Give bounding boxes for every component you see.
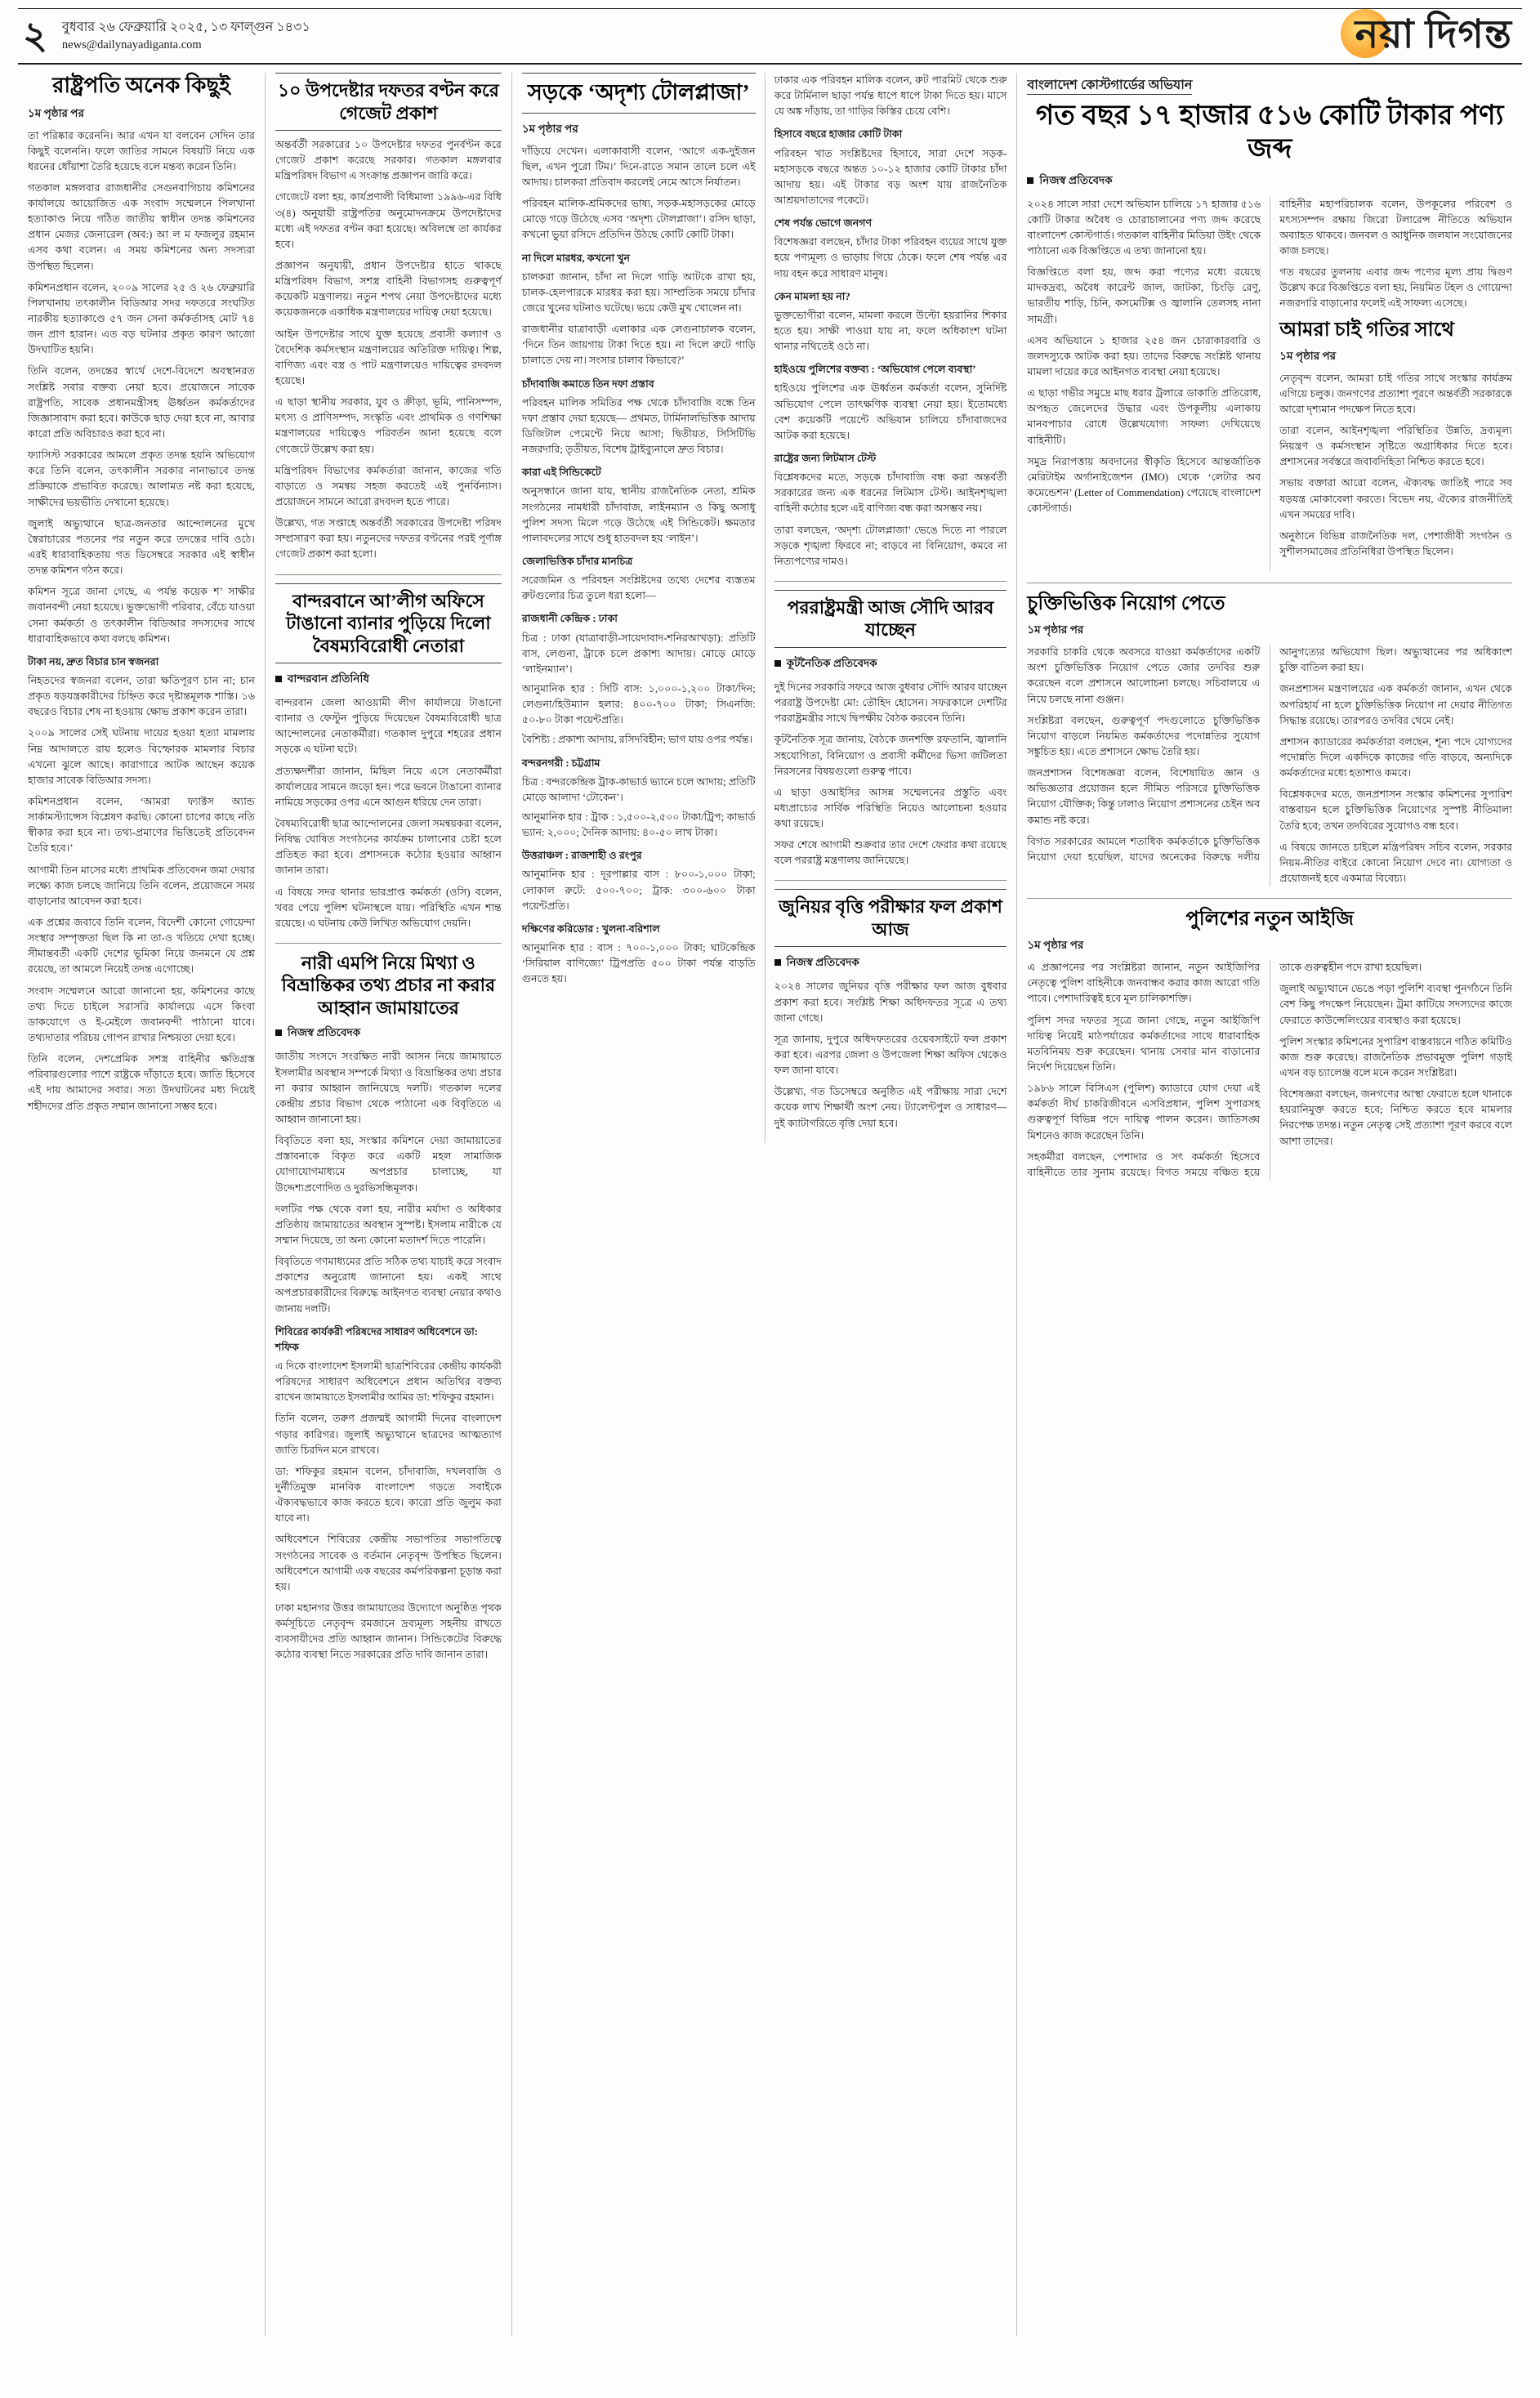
page-number: ২ (23, 15, 47, 56)
body-paragraph: অন্তর্বর্তী সরকারের ১০ উপদেষ্টার দফতর পুনর্বণ্টন করে গেজেট প্রকাশ করেছে সরকার। গতকাল মঙ্গলবার মন্ত্রিপরিষদ বিভাগ এ সংক্রান্ত প্রজ্ঞাপন জারি করে। (275, 139, 502, 182)
body-paragraph: সহকর্মীরা বলছেন, পেশাদার ও সৎ কর্মকর্তা হিসেবে বাহিনীতে তার সুনাম রয়েছে। বিগত সময়ে বঞ্চিত হয়ে তাকে গুরুত্বহীন পদে রাখা হয়েছিল। (1027, 962, 1422, 1178)
dateline-block (62, 18, 310, 54)
body-paragraph: বিবৃতিতে গণমাধ্যমের প্রতি সঠিক তথ্য যাচাই করে সংবাদ প্রকাশের অনুরোধ জানানো হয়। একই সাথে অপপ্রচারকারীদের বিরুদ্ধে আইনগত ব্যবস্থা নেয়ার কথাও জানায় দলটি। (275, 1256, 502, 1315)
body-paragraph: দলটির পক্ষ থেকে বলা হয়, নারীর মর্যাদা ও অধিকার প্রতিষ্ঠায় জামায়াতের অবস্থান সুস্পষ্ট। ইসলাম নারীকে যে সম্মান দিয়েছে, তা অন্য কোনো মতাদর্শ দিতে পারেনি। (275, 1203, 502, 1247)
body-paragraph: জনপ্রশাসন বিশেষজ্ঞরা বলেন, বিশেষায়িত জ্ঞান ও অভিজ্ঞতার প্রয়োজন হলে সীমিত পরিসরে চুক্তিভিত্তিক নিয়োগ যৌক্তিক; কিন্তু ঢালাও নিয়োগ প্রশাসনের চেইন অব কমান্ড নষ্ট করে। (1027, 767, 1261, 826)
body-paragraph: ২০২৪ সালের জুনিয়র বৃত্তি পরীক্ষার ফল আজ বুধবার প্রকাশ করা হবে। সংশ্লিষ্ট শিক্ষা অধিদফতর সূত্রে এ তথ্য জানা গেছে। (774, 980, 1007, 1024)
body-paragraph: অনুসন্ধানে জানা যায়, স্থানীয় রাজনৈতিক নেতা, শ্রমিক সংগঠনের নামধারী চাঁদাবাজ, লাইনম্যান ও কিছু অসাধু পুলিশ সদস্য মিলে গড়ে উঠেছে এই সিন্ডিকেট। ক্ষমতার পালাবদলের সাথে শুধু হাতবদল হয় ‘লাইন’। (521, 485, 756, 544)
article-nari-mp (275, 943, 502, 1663)
byline: কূটনৈতিক প্রতিবেদক (774, 654, 1007, 673)
logo-text: নয়া দিগন্ত (1355, 13, 1512, 56)
body-paragraph: প্রত্যক্ষদর্শীরা জানান, মিছিল নিয়ে এসে নেতাকর্মীরা কার্যালয়ের সামনে জড়ো হন। পরে ভবনে টাঙানো ব্যানার নামিয়ে সড়কের ওপর এনে আগুন ধরিয়ে দেন তারা। (275, 765, 502, 808)
columns-5-6 (1016, 73, 1522, 2336)
body-paragraph: এ প্রজ্ঞাপনের পর সংশ্লিষ্টরা জানান, নতুন আইজিপির নেতৃত্বে পুলিশ বাহিনীকে জনবান্ধব করার কাজ আরো গতি পাবে। পেশাদারিত্বই হবে মূল চালিকাশক্তি। (1027, 962, 1261, 1005)
body-paragraph: এক প্রশ্নের জবাবে তিনি বলেন, বিদেশী কোনো গোয়েন্দা সংস্থার সম্পৃক্ততা ছিল কি না তা-ও খতিয়ে দেখা হচ্ছে। সীমান্তবর্তী একটি দেশের ভূমিকা নিয়ে জনমনে যে প্রশ্ন রয়েছে, তা আমলে নিয়েই তদন্ত এগোচ্ছে। (28, 916, 255, 976)
body-paragraph: দক্ষিণের করিডোর : খুলনা-বরিশাল (521, 922, 660, 935)
article-headline: সড়কে ‘অদৃশ্য টোলপ্লাজা’ (522, 73, 756, 114)
body-paragraph: উল্লেখ্য, গত ডিসেম্বরে অনুষ্ঠিত এই পরীক্ষায় সারা দেশে কয়েক লাখ শিক্ষার্থী অংশ নেয়। ট্যালেন্টপুল ও সাধারণ— দুই ক্যাটাগরিতে বৃত্তি দেয়া হবে। (774, 1086, 1007, 1129)
continued-from-label: ১ম পৃষ্ঠার পর (1027, 939, 1084, 952)
article-headline: চুক্তিভিত্তিক নিয়োগ পেতে (1027, 593, 1225, 615)
byline: নিজস্ব প্রতিবেদক (275, 1024, 502, 1043)
newspaper-logo (1344, 13, 1517, 56)
body-paragraph: আইন উপদেষ্টার সাথে যুক্ত হয়েছে প্রবাসী কল্যাণ ও বৈদেশিক কর্মসংস্থান মন্ত্রণালয়ের অতিরিক্ত দায়িত্ব। শিল্প, বাণিজ্য এবং বস্ত্র ও পাট মন্ত্রণালয়েও দায়িত্বের রদবদল হয়েছে। (275, 328, 502, 386)
body-paragraph: এ ছাড়া স্থানীয় সরকার, যুব ও ক্রীড়া, ভূমি, পানিসম্পদ, মৎস্য ও প্রাণিসম্পদ, সংস্কৃতি এবং প্রাথমিক ও গণশিক্ষা মন্ত্রণালয়ের দায়িত্বেও পরিবর্তন আনা হয়েছে বলে গেজেটে উল্লেখ করা হয়। (275, 396, 502, 455)
article-coastguard (1027, 74, 1512, 571)
body-paragraph: জুলাই অভ্যুত্থানে ছাত্র-জনতার আন্দোলনের মুখে স্বৈরাচারের পতনের পর নতুন করে তদন্তের দাবি ওঠে। এরই ধারাবাহিকতায় গত ডিসেম্বরে সরকার এই স্বাধীন তদন্ত কমিশন গঠন করে। (28, 517, 255, 577)
body-paragraph: এসব অভিযানে ১ হাজার ২৫৪ জন চোরাকারবারি ও জলদস্যুকে আটক করা হয়। তাদের বিরুদ্ধে সংশ্লিষ্ট থানায় মামলা দায়ের করে আইনগত ব্যবস্থা নেয়া হয়েছে। (1027, 334, 1261, 377)
byline: নিজস্ব প্রতিবেদক (774, 953, 1007, 972)
article-body (774, 979, 1007, 1131)
continued-from-label: ১ম পৃষ্ঠার পর (1279, 349, 1337, 362)
body-paragraph: ভুক্তভোগীরা বলেন, মামলা করলে উল্টো হয়রানির শিকার হতে হয়। সাক্ষী পাওয়া যায় না, ফলে অধিকাংশ ঘটনা থানার নথিতেই ওঠে না। (774, 309, 1007, 353)
body-paragraph: বিশ্লেষকদের মতে, সড়কে চাঁদাবাজি বন্ধ করা অন্তর্বর্তী সরকারের জন্য এক ধরনের লিটমাস টেস্ট। আইনশৃঙ্খলা বাহিনী কঠোর হলে এই বাণিজ্য বন্ধ করা অসম্ভব নয়। (774, 471, 1007, 515)
body-paragraph: এ ছাড়া গভীর সমুদ্রে মাছ ধরার ট্রলারে ডাকাতি প্রতিরোধ, অপহৃত জেলেদের উদ্ধার এবং উপকূলীয় এলাকায় মানবপাচার রোধে উল্লেখযোগ্য সাফল্য দেখিয়েছে বাহিনীটি। (1027, 387, 1261, 446)
body-paragraph: চাঁদাবাজি কমাতে তিন দফা প্রস্তাব (521, 377, 654, 390)
column-6 (1270, 197, 1512, 572)
kicker-text: বাংলাদেশ কোস্টগার্ডের অভিযান (1027, 78, 1192, 95)
article-police-ig (1027, 898, 1512, 1181)
date-line: বুধবার ২৬ ফেব্রুয়ারি ২০২৫, ১৩ ফাল্গুন ১৪৩১ (61, 20, 310, 34)
body-paragraph: দাঁড়িয়ে দেখেন। এলাকাবাসী বলেন, ‘আগে এক-দুইজন ছিল, এখন পুরো টিম।’ দিনে-রাতে সমান তালে চলে এই আদায়। চালকরা প্রতিবাদ করলেই নেমে আসে নির্যাতন। (521, 145, 756, 189)
body-paragraph: জাতীয় সংসদে সংরক্ষিত নারী আসন নিয়ে জামায়াতে ইসলামীর অবস্থান সম্পর্কে মিথ্যা ও বিভ্রান্তিকর তথ্য প্রচার না করার আহ্বান জানিয়েছে দলটি। গতকাল দলের কেন্দ্রীয় প্রচার বিভাগ থেকে পাঠানো এক বিবৃতিতে এ আহ্বান জানানো হয়। (275, 1051, 502, 1126)
byline: বান্দরবান প্রতিনিধি (275, 670, 502, 689)
article-headline: আমরা চাই গতির সাথে (1279, 319, 1454, 341)
body-paragraph: সূত্র জানায়, দুপুরে অধিদফতরের ওয়েবসাইটে ফল প্রকাশ করা হবে। এরপর জেলা ও উপজেলা শিক্ষা অফিস থেকেও ফল জানা যাবে। (774, 1033, 1007, 1077)
article-toll (522, 73, 756, 987)
article-body-left (1027, 197, 1261, 517)
body-paragraph: তারা বলেন, আইনশৃঙ্খলা পরিস্থিতির উন্নতি, দ্রব্যমূল্য নিয়ন্ত্রণ ও কর্মসংস্থান সৃষ্টিতে অগ্রাধিকার দিতে হবে। প্রশাসনের সর্বস্তরে জবাবদিহিতা নিশ্চিত করতে হবে। (1279, 425, 1512, 468)
article-president (28, 73, 255, 1114)
body-paragraph: নেতৃবৃন্দ বলেন, আমরা চাই গতির সাথে সংস্কার কার্যক্রম এগিয়ে চলুক। জনগণের প্রত্যাশা পূরণে অন্তর্বর্তী সরকারকে আরো দৃশ্যমান পদক্ষেপ নিতে হবে। (1279, 372, 1512, 415)
body-paragraph: রাজধানীর যাত্রাবাড়ী এলাকার এক লেগুনাচালক বলেন, ‘দিনে তিন জায়গায় টাকা দিতে হয়। না দিলে রুটে গাড়ি চালাতে দেয় না। সংসার চালাব কিভাবে?’ (521, 324, 756, 367)
body-paragraph: সংশ্লিষ্টরা বলছেন, গুরুত্বপূর্ণ পদগুলোতে চুক্তিভিত্তিক নিয়োগ বাড়লে নিয়মিত কর্মকর্তাদের পদোন্নতির সুযোগ সঙ্কুচিত হয়। এতে প্রশাসনে ক্ষোভ তৈরি হয়। (1027, 714, 1261, 757)
body-paragraph: এ বিষয়ে সদর থানার ভারপ্রাপ্ত কর্মকর্তা (ওসি) বলেন, খবর পেয়ে পুলিশ ঘটনাস্থলে যায়। পরিস্থিতি এখন শান্ত রয়েছে। এ ঘটনায় কেউ লিখিত অভিযোগ দেয়নি। (275, 886, 502, 929)
body-paragraph: অনুষ্ঠানে বিভিন্ন রাজনৈতিক দল, পেশাজীবী সংগঠন ও সুশীলসমাজের প্রতিনিধিরা উপস্থিত ছিলেন। (1279, 529, 1512, 557)
column-5 (1027, 197, 1270, 572)
body-paragraph: আনুমানিক হার : সিটি বাস: ১,০০০-১,২০০ টাকা/দিন; লেগুনা/হিউম্যান হলার: ৪০০-৭০০ টাকা; সিএনজি: ৫০-৮০ টাকা পয়েন্টপ্রতি। (521, 682, 756, 726)
body-paragraph: ১৯৮৬ সালে বিসিএস (পুলিশ) ক্যাডারে যোগ দেয়া এই কর্মকর্তা দীর্ঘ চাকরিজীবনে এসবিপ্রধান, পুলিশ সুপারসহ গুরুত্বপূর্ণ বিভিন্ন পদে দায়িত্ব পালন করেন। জাতিসঙ্ঘ মিশনেও কাজ করেছেন তিনি। (1027, 1083, 1261, 1141)
body-paragraph: নিহতদের স্বজনরা বলেন, তারা ক্ষতিপূরণ চান না; চান প্রকৃত ষড়যন্ত্রকারীদের চিহ্নিত করে দৃষ্টান্তমূলক শাস্তি। ১৬ বছরেও বিচার শেষ না হওয়ায় ক্ষোভ প্রকাশ করেন তারা। (28, 675, 255, 718)
body-paragraph: রাজধানী কেন্দ্রিক : ঢাকা (521, 613, 618, 625)
body-paragraph: না দিলে মারধর, কখনো খুন (521, 252, 631, 264)
body-paragraph: গেজেটে বলা হয়, কার্যপ্রণালী বিধিমালা ১৯৯৬-এর বিধি ৩(৪) অনুযায়ী রাষ্ট্রপতির অনুমোদনক্রমে উপদেষ্টাদের মধ্যে এই দফতর বণ্টন করা হয়েছে। অবিলম্বে তা কার্যকর হবে। (275, 191, 502, 250)
body-paragraph: হাইওয়ে পুলিশের বক্তব্য : ‘অভিযোগ পেলে ব্যবস্থা’ (774, 364, 976, 376)
body-paragraph: উত্তরাঞ্চল : রাজশাহী ও রংপুর (521, 850, 642, 862)
article-headline: রাষ্ট্রপতি অনেক কিছুই (52, 74, 230, 97)
body-paragraph: আগামী তিন মাসের মধ্যে প্রাথমিক প্রতিবেদন জমা দেয়ার লক্ষ্যে কাজ চলছে জানিয়ে তিনি বলেন, প্রয়োজনে সময় বাড়ানোর আবেদন করা হবে। (28, 864, 255, 907)
body-paragraph: চালকরা জানান, চাঁদা না দিলে গাড়ি আটকে রাখা হয়, চালক-হেলপারকে মারধর করা হয়। সাম্প্রতিক সময়ে চাঁদার জেরে খুনের ঘটনাও ঘটেছে। ভয়ে কেউ মুখ খোলেন না। (521, 270, 756, 315)
body-paragraph: বিশেষজ্ঞরা বলছেন, জনগণের আস্থা ফেরাতে হলে থানাকে হয়রানিমুক্ত করতে হবে; নিশ্চিত করতে হবে মামলার নিরপেক্ষ তদন্ত। নতুন নেতৃত্ব সেই প্রত্যাশা পূরণ করবে বলে আশা তাদের। (1279, 1088, 1512, 1147)
article-body (1027, 960, 1512, 1181)
body-paragraph: আনুমানিক হার : বাস : ৭০০-১,০০০ টাকা; ঘাটকেন্দ্রিক ‘সিরিয়াল বাণিজ্যে’ ট্রিপপ্রতি ৫০০ টাকা পর্যন্ত বাড়তি গুনতে হয়। (521, 941, 756, 985)
body-paragraph: পুলিশ সদর দফতর সূত্রে জানা গেছে, নতুন আইজিপি দায়িত্ব নিয়েই মাঠপর্যায়ের কর্মকর্তাদের সাথে ধারাবাহিক মতবিনিময় শুরু করেছেন। থানায় সেবার মান বাড়ানোর নির্দেশ দিয়েছেন তিনি। (1027, 1014, 1261, 1073)
body-paragraph: শিবিরের কার্যকরী পরিষদের সাধারণ অধিবেশনে ডা: শফিক (275, 1325, 478, 1353)
body-paragraph: ডা: শফিকুর রহমান বলেন, চাঁদাবাজি, দখলবাজি ও দুর্নীতিমুক্ত মানবিক বাংলাদেশ গড়তে সবাইকে ঐক্যবদ্ধভাবে কাজ করতে হবে। কারো প্রতি জুলুম করা যাবে না। (275, 1465, 502, 1525)
article-body (275, 137, 502, 563)
body-paragraph: তিনি বলেন, তদন্তের স্বার্থে দেশে-বিদেশে অবস্থানরত সংশ্লিষ্ট সবার বক্তব্য নেয়া হবে। প্রয়োজনে সাবেক রাষ্ট্রপতি, সাবেক প্রধানমন্ত্রীসহ ঊর্ধ্বতন কর্মকর্তাদের জিজ্ঞাসাবাদ করা হবে। কাউকে ছাড় দেয়া হবে না, আবার কারো প্রতি অবিচারও করা হবে না। (28, 365, 255, 440)
body-paragraph: পরিবহন মালিক সমিতির পক্ষ থেকে চাঁদাবাজি বন্ধে তিন দফা প্রস্তাব দেয়া হয়েছে— প্রথমত, টার্মিনালভিত্তিক আদায় ডিজিটাল পেমেন্টে নিয়ে আসা; দ্বিতীয়ত, সিসিটিভি নজরদারি; তৃতীয়ত, বিশেষ ট্রাইব্যুনালে দ্রুত বিচার। (521, 396, 756, 456)
body-paragraph: পরিবহন খাত সংশ্লিষ্টদের হিসাবে, সারা দেশে সড়ক-মহাসড়কে বছরে অন্তত ১০-১২ হাজার কোটি টাকার চাঁদা আদায় হয়। এই টাকার বড় অংশ যায় রাজনৈতিক আশ্রয়দাতাদের পকেটে। (774, 147, 1007, 206)
body-paragraph: বিগত সরকারের আমলে শতাধিক কর্মকর্তাকে চুক্তিভিত্তিক নিয়োগ দেয়া হয়েছিল, যাদের অনেকের বিরুদ্ধে দলীয় আনুগত্যের অভিযোগ ছিল। অভ্যুত্থানের পর অধিকাংশ চুক্তি বাতিল করা হয়। (1027, 646, 1512, 863)
article-bandarban (275, 574, 502, 931)
article-headline: বান্দরবানে আ’লীগ অফিসে টাঙানো ব্যানার পুড়িয়ে দিলো বৈষম্যবিরোধী নেতারা (275, 583, 502, 664)
body-paragraph: তিনি বলেন, দেশপ্রেমিক সশস্ত্র বাহিনীর ক্ষতিগ্রস্ত পরিবারগুলোর পাশে রাষ্ট্রকে দাঁড়াতে হবে। জাতি হিসেবে এই দায় আমাদের সবার। সত্য উদঘাটনের মধ্য দিয়েই শহীদদের প্রতি প্রকৃত সম্মান জানানো সম্ভব হবে। (28, 1053, 255, 1112)
body-paragraph: সরেজমিন ও পরিবহন সংশ্লিষ্টদের তথ্যে দেশের ব্যস্ততম রুটগুলোর চিত্র তুলে ধরা হলো— (521, 574, 756, 602)
body-paragraph: সমুদ্র নিরাপত্তায় অবদানের স্বীকৃতি হিসেবে আন্তর্জাতিক মেরিটাইম অর্গানাইজেশন (IMO) থেকে ‘লেটার অব কমেন্ডেশন’ (Letter of Commendation) পেয়েছে বাংলাদেশ কোস্টগার্ড। (1027, 455, 1261, 515)
body-paragraph: হিসাবে বছরে হাজার কোটি টাকা (774, 128, 903, 141)
column-2 (265, 73, 511, 2336)
body-paragraph: এ বিষয়ে জানতে চাইলে মন্ত্রিপরিষদ সচিব বলেন, সরকার নিয়ম-নীতির বাইরে কোনো নিয়োগ দেবে না। যোগ্যতা ও প্রয়োজনই হবে একমাত্র বিবেচ্য। (1279, 841, 1512, 884)
body-paragraph: তারা বলছেন, ‘অদৃশ্য টোলপ্লাজা’ ভেঙে দিতে না পারলে সড়কে শৃঙ্খলা ফিরবে না; বাড়বে না বিনিয়োগ, কমবে না নিত্যপণ্যের দামও। (774, 524, 1007, 567)
body-paragraph: অধিবেশনে শিবিরের কেন্দ্রীয় সভাপতির সভাপতিত্বে সংগঠনের সাবেক ও বর্তমান নেতৃবৃন্দ উপস্থিত ছিলেন। অধিবেশনে আগামী এক বছরের কর্মপরিকল্পনা চূড়ান্ত করা হয়। (275, 1534, 502, 1592)
body-paragraph: ঢাকা মহানগর উত্তর জামায়াতের উদ্যোগে অনুষ্ঠিত পৃথক কর্মসূচিতে নেতৃবৃন্দ রমজানে দ্রব্যমূল্য সহনীয় রাখতে ব্যবসায়ীদের প্রতি আহ্বান জানান। সিন্ডিকেটের বিরুদ্ধে কঠোর ব্যবস্থা নিতে সরকারের প্রতি দাবি জানান তারা। (275, 1601, 502, 1661)
body-paragraph: গত বছরের তুলনায় এবার জব্দ পণ্যের মূল্য প্রায় দ্বিগুণ উল্লেখ করে বিজ্ঞপ্তিতে বলা হয়, নিয়মিত টহল ও গোয়েন্দা নজরদারি বাড়ানোর ফলেই এই সাফল্য এসেছে। (1279, 266, 1512, 310)
body-paragraph: বাহিনীর মহাপরিচালক বলেন, উপকূলের পরিবেশ ও মৎস্যসম্পদ রক্ষায় জিরো টলারেন্স নীতিতে অভিযান অব্যাহত থাকবে। জনবল ও আধুনিক জলযান সংযোজনের কাজ চলছে। (1279, 198, 1512, 257)
article-headline: জুনিয়র বৃত্তি পরীক্ষার ফল প্রকাশ আজ (774, 889, 1007, 947)
article-body (1027, 645, 1512, 886)
body-paragraph: ২০০৯ সালের সেই ঘটনায় দায়ের হওয়া হত্যা মামলায় নিম্ন আদালতে রায় হলেও বিস্ফোরক মামলার বিচার এখনো ঝুলে আছে। কারাগারে আটক আছেন কয়েক হাজার সাবেক বিডিআর সদস্য। (28, 727, 255, 786)
article-headline: পুলিশের নতুন আইজি (1185, 909, 1354, 931)
body-paragraph: জেলাভিত্তিক চাঁদার মানচিত্র (521, 555, 633, 567)
article-body (774, 680, 1007, 869)
masthead (18, 8, 1522, 65)
column-3 (522, 73, 765, 1143)
body-paragraph: বৈষম্যবিরোধী ছাত্র আন্দোলনের জেলা সমন্বয়করা বলেন, নিষিদ্ধ ঘোষিত সংগঠনের কার্যক্রম চালানোর চেষ্টা হলে প্রতিহত করা হবে। প্রশাসনকে কঠোর হওয়ার আহ্বান জানান তারা। (275, 818, 502, 877)
article-contract-appointments (1027, 583, 1512, 886)
body-paragraph: চিত্র : ঢাকা (যাত্রাবাড়ী-সায়েদাবাদ-শনিরআখড়া): প্রতিটি বাস, লেগুনা, ট্রাকে চলে প্রকাশ্য আদায়। মোড়ে মোড়ে ‘লাইনম্যান’। (521, 632, 756, 675)
body-paragraph: কমিশনপ্রধান বলেন, ২০০৯ সালের ২৫ ও ২৬ ফেব্রুয়ারি পিলখানায় তৎকালীন বিডিআর সদর দফতরে সংঘটিত নারকীয় হত্যাকাণ্ডে ৫৭ জন সেনা কর্মকর্তাসহ মোট ৭৪ জন প্রাণ হারান। এত বড় ঘটনার প্রকৃত কারণ আজো উদঘাটিত হয়নি। (28, 281, 255, 356)
continued-from-label: ১ম পৃষ্ঠার পর (28, 106, 84, 119)
body-paragraph: পুলিশ সংস্কার কমিশনের সুপারিশ বাস্তবায়নে গঠিত কমিটিও কাজ শুরু করেছে। রাজনৈতিক প্রভাবমুক্ত পুলিশ গড়াই এখন বড় চ্যালেঞ্জ বলে মনে করেন সংশ্লিষ্টরা। (1279, 1035, 1512, 1078)
body-paragraph: গতকাল মঙ্গলবার রাজধানীর সেগুনবাগিচায় কমিশনের কার্যালয়ে আয়োজিত এক সংবাদ সম্মেলনে পিলখানা হত্যাকাণ্ড নিয়ে গঠিত জাতীয় স্বাধীন তদন্ত কমিশনের প্রধান মেজর জেনারেল (অব:) আ ল ম ফজলুর রহমান এসব কথা বলেন। এ সময় কমিশনের অন্য সদস্যরা উপস্থিত ছিলেন। (28, 181, 255, 272)
columns-3-4 (511, 73, 1017, 2336)
body-paragraph: এ ছাড়া ওআইসির আসন্ন সম্মেলনের প্রস্তুতি এবং মধ্যপ্রাচ্যের সার্বিক পরিস্থিতি নিয়েও আলোচনা হওয়ার কথা রয়েছে। (774, 786, 1007, 830)
continued-from-label: ১ম পৃষ্ঠার পর (1027, 623, 1084, 636)
article-headline: ১০ উপদেষ্টার দফতর বণ্টন করে গেজেট প্রকাশ (275, 73, 502, 131)
body-paragraph: বান্দরবান জেলা আওয়ামী লীগ কার্যালয়ে টাঙানো ব্যানার ও ফেস্টুন পুড়িয়ে দিয়েছেন বৈষম্যবিরোধী ছাত্র আন্দোলনের নেতাকর্মীরা। গতকাল দুপুরে শহরের প্রধান সড়কে এ ঘটনা ঘটে। (275, 697, 502, 756)
body-paragraph: সভায় বক্তারা আরো বলেন, ঐক্যবদ্ধ জাতিই পারে সব ষড়যন্ত্র মোকাবেলা করতে। বিভেদ নয়, ঐক্যের রাজনীতিই এখন সময়ের দাবি। (1279, 477, 1512, 520)
body-paragraph: রাষ্ট্রের জন্য লিটমাস টেস্ট (774, 452, 877, 464)
article-body (28, 128, 255, 1114)
article-body-left (522, 144, 756, 988)
body-paragraph: প্রশাসন ক্যাডারের কর্মকর্তারা বলছেন, শূন্য পদে যোগ্যদের পদোন্নতি দিলে একদিকে কাজের গতি বাড়বে, অন্যদিকে কর্মকর্তাদের মধ্যে হতাশাও কমবে। (1279, 735, 1512, 779)
body-paragraph: ঢাকার এক পরিবহন মালিক বলেন, রুট পারমিট থেকে শুরু করে টার্মিনাল ছাড়া পর্যন্ত ধাপে ধাপে টাকা দিতে হয়। মাসে যে অঙ্ক দাঁড়ায়, তা গাড়ির কিস্তির চেয়ে বেশি। (774, 74, 1007, 118)
body-paragraph: কূটনৈতিক সূত্র জানায়, বৈঠকে জনশক্তি রফতানি, জ্বালানি সহযোগিতা, বিনিয়োগ ও প্রবাসী কর্মীদের ভিসা জটিলতা নিরসনের বিষয়গুলো গুরুত্ব পাবে। (774, 734, 1007, 777)
article-body-right (774, 73, 1007, 569)
body-paragraph: তিনি বলেন, তরুণ প্রজন্মই আগামী দিনের বাংলাদেশ গড়ার কারিগর। জুলাই অভ্যুত্থানে ছাত্রদের আত্মত্যাগ জাতি চিরদিন মনে রাখবে। (275, 1413, 502, 1456)
body-paragraph: বিশেষজ্ঞরা বলছেন, চাঁদার টাকা পরিবহন ব্যয়ের সাথে যুক্ত হয়ে পণ্যমূল্য ও ভাড়ায় গিয়ে ঠেকে। ফলে শেষ পর্যন্ত এর দায় বহন করে সাধারণ মানুষ। (774, 236, 1007, 279)
body-paragraph: উল্লেখ্য, গত সপ্তাহে অন্তর্বর্তী সরকারের উপদেষ্টা পরিষদ সম্প্রসারণ করা হয়। নতুনদের দফতর বণ্টনের পরই পূর্ণাঙ্গ গেজেট প্রকাশ করা হলো। (275, 517, 502, 560)
article-junior-scholarship (774, 880, 1007, 1131)
toll-spread (522, 73, 1007, 1143)
masthead-left (23, 17, 310, 55)
contact-email: news@dailynayadiganta.com (61, 38, 202, 52)
body-paragraph: বৈশিষ্ট্য : প্রকাশ্য আদায়, রসিদবিহীন; ভাগ যায় ওপর পর্যন্ত। (521, 734, 753, 746)
body-paragraph: মন্ত্রিপরিষদ বিভাগের কর্মকর্তারা জানান, কাজের গতি বাড়াতে ও সমন্বয় সহজ করতেই এই পুনর্বিন্যাস। প্রয়োজনে সামনে আরো রদবদল হতে পারে। (275, 464, 502, 507)
kicker (1027, 74, 1512, 96)
article-amra (1279, 318, 1512, 560)
body-paragraph: দুই দিনের সরকারি সফরে আজ বুধবার সৌদি আরব যাচ্ছেন পররাষ্ট্র উপদেষ্টা মো: তৌহিদ হোসেন। সফরকালে দেশটির পররাষ্ট্রমন্ত্রীর সাথে দ্বিপক্ষীয় বৈঠক করবেন তিনি। (774, 681, 1007, 725)
body-paragraph: সংবাদ সম্মেলনে আরো জানানো হয়, কমিশনের কাছে তথ্য দিতে চাইলে সরাসরি কার্যালয়ে এসে কিংবা ডাকযোগে ও ই-মেইলে জবানবন্দী পাঠানো যাবে। তথ্যদাতার পরিচয় গোপন রাখার নিশ্চয়তা দেয়া হবে। (28, 985, 255, 1043)
body-paragraph: এ দিকে বাংলাদেশ ইসলামী ছাত্রশিবিরের কেন্দ্রীয় কার্যকরী পরিষদের সাধারণ অধিবেশনে প্রধান অতিথির বক্তব্য রাখেন জামায়াতে ইসলামীর আমির ডা: শফিকুর রহমান। (275, 1360, 502, 1404)
body-paragraph: আনুমানিক হার : দূরপাল্লার বাস : ৮০০-১,০০০ টাকা; লোকাল রুটে: ৫০০-৭০০; ট্রাক: ৩০০-৬০০ টাকা পয়েন্টপ্রতি। (521, 869, 756, 912)
body-paragraph: হাইওয়ে পুলিশের এক ঊর্ধ্বতন কর্মকর্তা বলেন, সুনির্দিষ্ট অভিযোগ পেলে তাৎক্ষণিক ব্যবস্থা নেয়া হয়। ইতোমধ্যে বেশ কয়েকটি পয়েন্টে অভিযান চালিয়ে চাঁদাবাজদের আটক করা হয়েছে। (774, 382, 1007, 441)
article-headline: পররাষ্ট্রমন্ত্রী আজ সৌদি আরব যাচ্ছেন (774, 590, 1007, 648)
body-paragraph: বিশ্লেষকদের মতে, জনপ্রশাসন সংস্কার কমিশনের সুপারিশ বাস্তবায়ন হলে চুক্তিভিত্তিক নিয়োগের সুস্পষ্ট নীতিমালা তৈরি হবে; তখন তদবিরের সুযোগও বন্ধ হবে। (1279, 788, 1512, 832)
body-paragraph: তা পরিষ্কার করেননি। আর এখন যা বলবেন সেদিন তার কিছুই বলেননি। ফলে জাতির সামনে বিষয়টি নিয়ে এক ধরনের ধোঁয়াশা তৈরি হয়েছে বলে মন্তব্য করেন তিনি। (28, 129, 255, 172)
body-paragraph: সফর শেষে আগামী শুক্রবার তার দেশে ফেরার কথা রয়েছে বলে পররাষ্ট্র মন্ত্রণালয় জানিয়েছে। (774, 839, 1007, 867)
article-gazette (275, 73, 502, 563)
body-paragraph: পরিবহন মালিক-শ্রমিকদের ভাষ্য, সড়ক-মহাসড়কের মোড়ে মোড়ে গড়ে উঠেছে এসব ‘অদৃশ্য টোলপ্লাজা’। রসিদ ছাড়া, কখনো ভুয়া রসিদে প্রতিদিন উঠছে কোটি কোটি টাকা। (521, 198, 756, 241)
continued-from-label: ১ম পৃষ্ঠার পর (521, 122, 578, 135)
column-4 (765, 73, 1007, 1143)
body-paragraph: বিজ্ঞপ্তিতে বলা হয়, জব্দ করা পণ্যের মধ্যে রয়েছে মাদকদ্রব্য, অবৈধ কারেন্ট জাল, জাটকা, চিংড়ি রেণু, ভারতীয় শাড়ি, চিনি, কসমেটিক্স ও জ্বালানি তেলসহ নানা সামগ্রী। (1027, 266, 1261, 325)
article-headline: নারী এমপি নিয়ে মিথ্যা ও বিভ্রান্তিকর তথ্য প্রচার না করার আহ্বান জামায়াতের (281, 952, 496, 1018)
body-paragraph: ২০২৪ সালে সারা দেশে অভিযান চালিয়ে ১৭ হাজার ৫১৬ কোটি টাকার অবৈধ ও চোরাচালানের পণ্য জব্দ করেছে বাংলাদেশ কোস্টগার্ড। গতকাল বাহিনীর মিডিয়া উইং থেকে পাঠানো এক বিজ্ঞপ্তিতে এ তথ্য জানানো হয়। (1027, 198, 1261, 257)
body-paragraph: কেন মামলা হয় না? (774, 290, 850, 302)
article-body (275, 695, 502, 931)
body-paragraph: প্রজ্ঞাপন অনুযায়ী, প্রধান উপদেষ্টার হাতে থাকছে মন্ত্রিপরিষদ বিভাগ, সশস্ত্র বাহিনী বিভাগসহ গুরুত্বপূর্ণ কয়েকটি মন্ত্রণালয়। নতুন শপথ নেয়া উপদেষ্টাদের মধ্যে কয়েকজনকে একাধিক মন্ত্রণালয়ের দায়িত্ব দেয়া হয়েছে। (275, 259, 502, 319)
article-headline: গত বছর ১৭ হাজার ৫১৬ কোটি টাকার পণ্য জব্দ (1035, 100, 1504, 164)
coastguard-columns (1027, 197, 1512, 572)
content-grid (18, 73, 1522, 2336)
body-paragraph: কমিশন সূত্রে জানা গেছে, এ পর্যন্ত কয়েক শ’ সাক্ষীর জবানবন্দী নেয়া হয়েছে। ভুক্তভোগী পরিবার, বেঁচে যাওয়া সেনা কর্মকর্তা ও তৎকালীন বিডিআর সদস্যদের সাথে ধারাবাহিকভাবে কথা বলছে কমিশন। (28, 586, 255, 645)
body-paragraph: চিত্র : বন্দরকেন্দ্রিক ট্রাক-কাভার্ড ভ্যানে চলে আদায়; প্রতিটি মোড়ে আলাদা ‘টোকেন’। (521, 775, 756, 803)
byline: নিজস্ব প্রতিবেদক (1027, 172, 1512, 190)
article-toll-continued (774, 73, 1007, 569)
body-paragraph: বিবৃতিতে বলা হয়, সংস্কার কমিশনে দেয়া জামায়াতের প্রস্তাবনাকে বিকৃত করে একটি মহল সামাজিক যোগাযোগমাধ্যমে অপপ্রচার চালাচ্ছে, যা উদ্দেশ্যপ্রণোদিত ও দুরভিসন্ধিমূলক। (275, 1135, 502, 1194)
article-saudi-visit (774, 581, 1007, 869)
body-paragraph: সরকারি চাকরি থেকে অবসরে যাওয়া কর্মকর্তাদের একটি অংশ চুক্তিভিত্তিক নিয়োগ পেতে জোর তদবির শুরু করেছেন বলে প্রশাসনে আলোচনা চলছে। সচিবালয়ে এ নিয়ে চলছে নানা গুঞ্জন। (1027, 646, 1261, 705)
article-body-right (1279, 197, 1512, 312)
body-paragraph: কারা এই সিন্ডিকেটে (521, 467, 601, 479)
body-paragraph: আনুমানিক হার : ট্রাক : ১,৫০০-২,৫০০ টাকা/ট্রিপ; কাভার্ড ভ্যান: ২,০০০; দৈনিক আদায়: ৪০-৫০ লাখ টাকা। (521, 810, 756, 839)
body-paragraph: জনপ্রশাসন মন্ত্রণালয়ের এক কর্মকর্তা জানান, এখন থেকে অপরিহার্য না হলে চুক্তিভিত্তিক নিয়োগ না দেয়ার নীতিগত সিদ্ধান্ত রয়েছে। তারপরও তদবির থেমে নেই। (1279, 683, 1512, 726)
body-paragraph: টাকা নয়, দ্রুত বিচার চান স্বজনরা (28, 655, 159, 668)
body-paragraph: জুলাই অভ্যুত্থানে ভেঙে পড়া পুলিশি ব্যবস্থা পুনর্গঠনে তিনি বেশ কিছু পদক্ষেপ নিয়েছেন। ট্রমা কাটিয়ে সদস্যদের কাজে ফেরাতে কাউন্সেলিংয়ের ব্যবস্থাও করা হয়েছে। (1279, 983, 1512, 1026)
body-paragraph: কমিশনপ্রধান বলেন, ‘আমরা ফ্যাক্টস অ্যান্ড সার্কামস্ট্যান্সেস বিশ্লেষণ করছি। কোনো চাপের কাছে নতি স্বীকার করা হবে না। তথ্য-প্রমাণের ভিত্তিতেই প্রতিবেদন তৈরি হবে।’ (28, 795, 255, 855)
body-paragraph: বন্দরনগরী : চট্টগ্রাম (521, 757, 600, 769)
body-paragraph: ফ্যাসিস্ট সরকারের আমলে প্রকৃত তদন্ত হয়নি অভিযোগ করে তিনি বলেন, তৎকালীন সরকার নানাভাবে তদন্ত প্রক্রিয়াকে প্রভাবিত করেছে। আলামত নষ্ট করা হয়েছে, সাক্ষীদের ভয়ভীতি দেখানো হয়েছে। (28, 449, 255, 508)
column-1 (18, 73, 265, 2336)
article-body (275, 1049, 502, 1663)
body-paragraph: শেষ পর্যন্ত ভোগে জনগণ (774, 217, 873, 230)
article-body (1279, 371, 1512, 560)
